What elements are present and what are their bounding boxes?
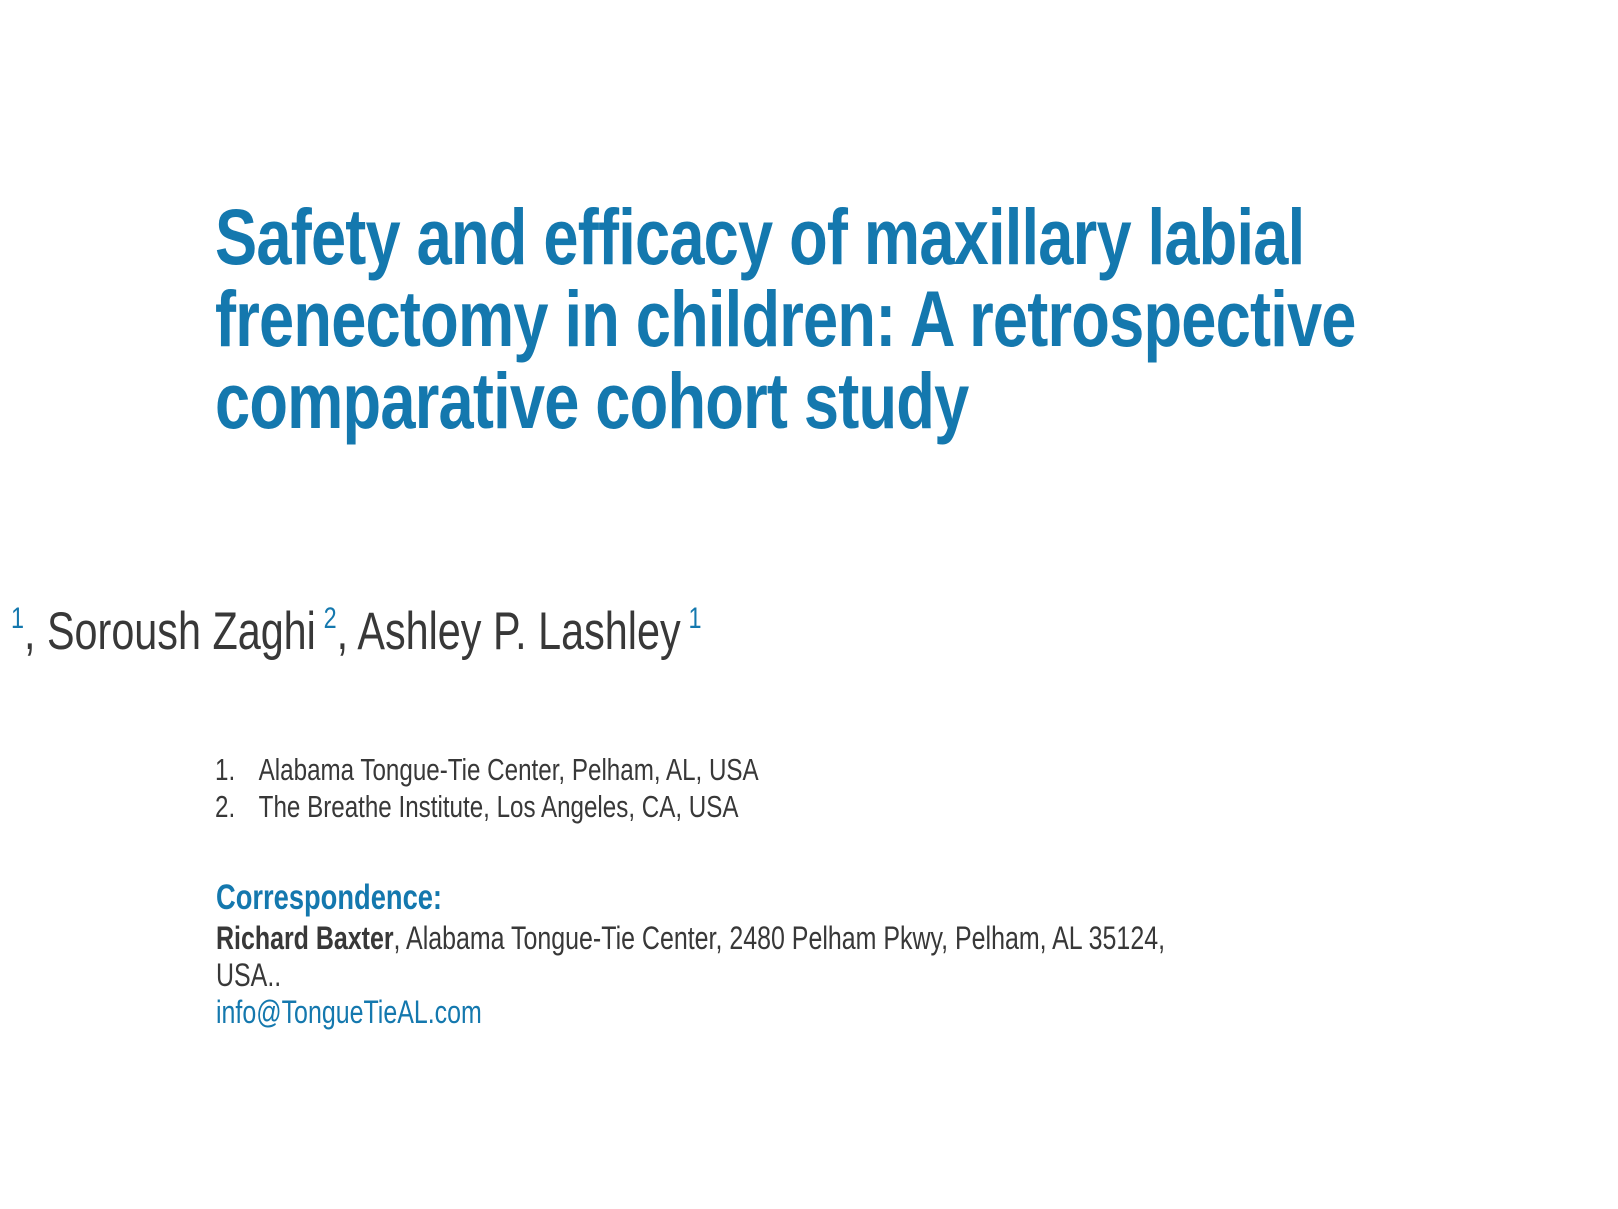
correspondence-name: Richard Baxter [216, 920, 394, 956]
affiliation-text: Alabama Tongue-Tie Center, Pelham, AL, USA [258, 752, 759, 787]
author-affiliation-superscript: 1 [11, 602, 25, 635]
title-line-1: Safety and efficacy of maxillary labial [215, 192, 1305, 281]
author-line [11, 600, 701, 664]
correspondence-block [216, 878, 1433, 1031]
affiliation-list [215, 751, 912, 825]
email-link[interactable]: info@TongueTieAL.com [216, 994, 482, 1030]
correspondence-address: , Alabama Tongue-Tie Center, 2480 Pelham Pkwy, Pelham, AL 35124, [393, 920, 1166, 956]
author-affiliation-superscript: 2 [323, 602, 337, 635]
title-line-2: frenectomy in children: A retrospective [215, 274, 1356, 363]
author-name: , Ashley P. Lashley [336, 602, 681, 661]
affiliation-number: 2. [215, 789, 236, 824]
author-name: , Soroush Zaghi [24, 602, 316, 661]
affiliation-number: 1. [215, 752, 236, 787]
correspondence-address-line-1 [216, 920, 1165, 957]
article-title [215, 192, 1618, 445]
correspondence-heading: Correspondence: [216, 878, 443, 917]
author-affiliation-superscript: 1 [688, 602, 702, 635]
title-line-3: comparative cohort study [215, 356, 969, 445]
affiliation-item [215, 751, 759, 788]
correspondence-address-line-2: USA.. [216, 957, 282, 993]
affiliation-text: The Breathe Institute, Los Angeles, CA, USA [258, 789, 739, 824]
affiliation-item [215, 788, 759, 825]
